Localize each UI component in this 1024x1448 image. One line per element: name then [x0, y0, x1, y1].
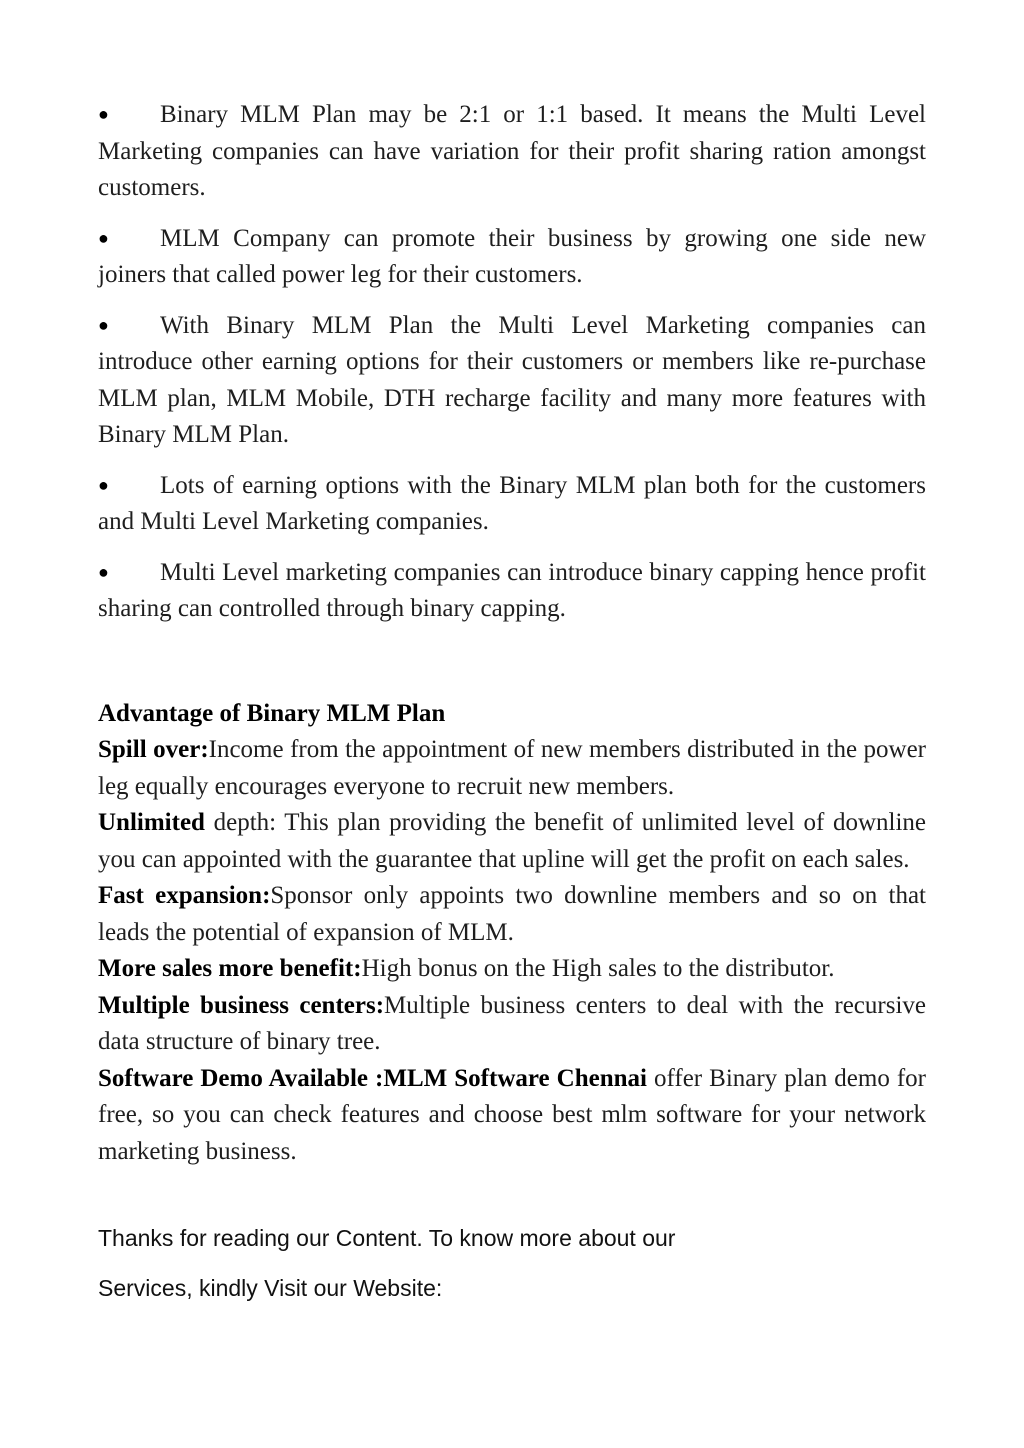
advantage-text: offer Binary plan demo for free, so you can check features and choose best mlm software for your network marketing business.	[98, 1064, 926, 1165]
advantages-heading: Advantage of Binary MLM Plan	[98, 699, 446, 727]
advantage-text: Income from the appointment of new members distributed in the power leg equally encourages everyone to recruit new members.	[98, 736, 926, 800]
advantage-term: Spill over:	[98, 736, 209, 763]
advantage-term: Software Demo Available :MLM Software Chennai	[98, 1064, 647, 1092]
advantage-spill-over	[98, 732, 926, 805]
bullet-text: Multi Level marketing companies can introduce binary capping hence profit sharing can controlled through binary capping.	[98, 558, 926, 622]
bullet-text: With Binary MLM Plan the Multi Level Marketing companies can introduce other earning options for their customers or members like re-purchase MLM plan, MLM Mobile, DTH recharge facility and many more features with Binary MLM Plan.	[98, 311, 926, 448]
advantage-text: depth: This plan providing the benefit of unlimited level of downline you can appointed with the guarantee that upline will get the profit on each sales.	[98, 809, 926, 873]
closing-note	[98, 1213, 926, 1313]
bullet-item-lots-of-options	[98, 467, 926, 541]
bullet-item-power-leg	[98, 220, 926, 294]
bullet-text: Lots of earning options with the Binary MLM plan both for the customers and Multi Level Marketing companies.	[98, 471, 926, 535]
advantage-text: Sponsor only appoints two downline members and so on that leads the potential of expansion of MLM.	[98, 882, 926, 946]
bullet-icon: ●	[98, 474, 109, 495]
closing-line-1: Thanks for reading our Content. To know more about our	[98, 1225, 676, 1251]
bullet-icon: ●	[98, 561, 109, 582]
advantage-term: Unlimited	[98, 809, 205, 836]
advantage-text: Multiple business centers to deal with the recursive data structure of binary tree.	[98, 991, 926, 1055]
advantage-more-sales	[98, 951, 926, 988]
bullet-icon: ●	[98, 314, 109, 335]
advantage-term: Fast expansion:	[98, 882, 271, 909]
advantage-text: High bonus on the High sales to the distributor.	[361, 955, 835, 982]
advantage-term: Multiple business centers:	[98, 991, 385, 1019]
section-spacer	[98, 641, 926, 696]
bullet-item-binary-capping	[98, 554, 926, 628]
advantage-fast-expansion	[98, 878, 926, 951]
bullet-item-ratio	[98, 96, 926, 207]
bullet-icon: ●	[98, 227, 109, 248]
bullet-text: MLM Company can promote their business by growing one side new joiners that called power leg for their customers.	[98, 224, 926, 288]
document-page	[98, 96, 926, 1313]
advantage-term: More sales more benefit:	[98, 955, 362, 982]
bullet-text: Binary MLM Plan may be 2:1 or 1:1 based. It means the Multi Level Marketing companies can have variation for their profit sharing ration amongst customers.	[98, 101, 926, 201]
bullet-item-earning-options	[98, 307, 926, 454]
advantage-unlimited-depth	[98, 805, 926, 878]
advantage-multiple-centers	[98, 988, 926, 1061]
bullet-icon: ●	[98, 104, 109, 124]
advantage-software-demo	[98, 1061, 926, 1171]
closing-line-2: Services, kindly Visit our Website:	[98, 1275, 443, 1301]
